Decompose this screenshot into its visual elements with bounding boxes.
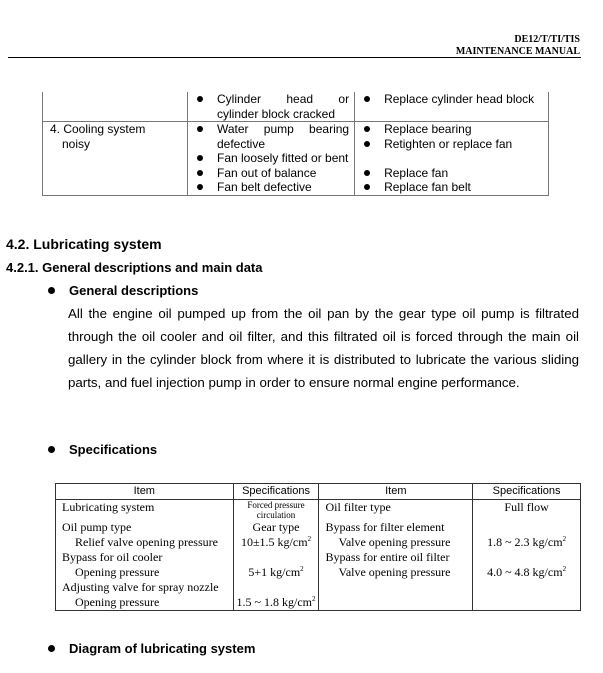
list-item: Water pump bearing defective — [188, 122, 354, 151]
list-item: Fan out of balance — [188, 166, 354, 181]
table-cell: 1.5 ~ 1.8 $kg/cm^2$ — [233, 580, 319, 611]
table-cell: 4.0 ~ 4.8 $kg/cm^2$ — [473, 550, 581, 580]
cause-cell — [187, 122, 354, 196]
general-descriptions-heading: General descriptions — [46, 283, 198, 298]
list-item: Fan loosely fitted or bent — [188, 151, 354, 166]
section-title: 4.2. Lubricating system — [6, 236, 162, 252]
table-cell: Oil filter type — [319, 500, 473, 521]
cell-line: Gear type — [252, 520, 300, 534]
remedy-cell — [355, 122, 549, 196]
cell-line: Valve opening pressure — [338, 565, 451, 579]
table-cell — [56, 520, 234, 550]
column-header: Item — [56, 484, 234, 500]
table-cell: Gear type 10±1.5 $kg/cm^2$ — [233, 520, 319, 550]
cell-line: Opening pressure — [75, 565, 160, 579]
list-item: Retighten or replace fan — [355, 137, 548, 152]
list-item: Replace fan belt — [355, 180, 548, 195]
table-cell — [56, 580, 234, 611]
table-cell — [233, 500, 319, 521]
cell-line: Opening pressure — [75, 595, 160, 609]
table-cell — [319, 580, 473, 611]
list-item: Replace cylinder head block — [355, 92, 548, 107]
cell-line: 10±1.5 kg/cm — [240, 535, 308, 549]
cell-line: Bypass for entire oil filter — [325, 550, 450, 564]
column-header: Specifications — [233, 484, 319, 500]
table-cell: Full flow — [473, 500, 581, 521]
diagram-heading: Diagram of lubricating system — [46, 641, 255, 656]
model-code: DE12/T/TI/TIS — [514, 34, 580, 45]
problem-cell — [43, 92, 188, 122]
table-cell — [319, 520, 473, 550]
table-cell — [56, 550, 234, 580]
cause-cell — [187, 92, 354, 122]
cell-line: 5+1 kg/cm — [248, 565, 301, 579]
manual-title: MAINTENANCE MANUAL — [455, 46, 580, 57]
list-item: Cylinder head or cylinder block cracked — [188, 92, 354, 121]
problem-label-line2: noisy — [62, 136, 91, 151]
table-cell: Lubricating system — [56, 500, 234, 521]
cell-line: Bypass for filter element — [325, 520, 445, 534]
cell-line: Relief valve opening pressure — [75, 535, 218, 549]
cell-line: Oil pump type — [62, 520, 132, 534]
list-item: Replace bearing — [355, 122, 548, 137]
troubleshooting-table — [42, 92, 549, 196]
cell-line: Adjusting valve for spray nozzle — [62, 580, 219, 594]
problem-label: 4. Cooling system — [50, 122, 146, 136]
cell-line: 4.0 ~ 4.8 kg/cm — [487, 565, 563, 579]
table-cell: 1.8 ~ 2.3 $kg/cm^2$ — [473, 520, 581, 550]
cell-line: 1.5 ~ 1.8 kg/cm — [236, 595, 313, 609]
remedy-cell — [355, 92, 549, 122]
cell-line: circulation — [256, 510, 296, 520]
page-header — [456, 34, 580, 58]
table-cell — [473, 580, 581, 611]
cell-line: Valve opening pressure — [338, 535, 451, 549]
general-descriptions-text: All the engine oil pumped up from the oil pan by the gear type oil pump is filtrated through the oil cooler and oil filter, and this filtrated oil is forced through the main oil gallery in the cylinder block from where it is distributed to lubricate the various sliding parts, and fuel injection pump in order to ensure normal engine performance. — [68, 306, 579, 390]
column-header: Item — [319, 484, 473, 500]
problem-cell — [43, 122, 188, 196]
table-cell — [319, 550, 473, 580]
cell-line: Forced pressure — [247, 500, 305, 510]
subsection-title: 4.2.1. General descriptions and main data — [6, 260, 263, 275]
specifications-table — [55, 483, 581, 611]
cell-line: 1.8 ~ 2.3 kg/cm — [487, 535, 563, 549]
list-item: Replace fan — [355, 166, 548, 181]
header-divider — [8, 57, 581, 58]
table-cell: 5+1 $kg/cm^2$ — [233, 550, 319, 580]
list-item: Fan belt defective — [188, 180, 354, 195]
specifications-heading: Specifications — [46, 442, 157, 457]
column-header: Specifications — [473, 484, 581, 500]
cell-line: Bypass for oil cooler — [62, 550, 163, 564]
